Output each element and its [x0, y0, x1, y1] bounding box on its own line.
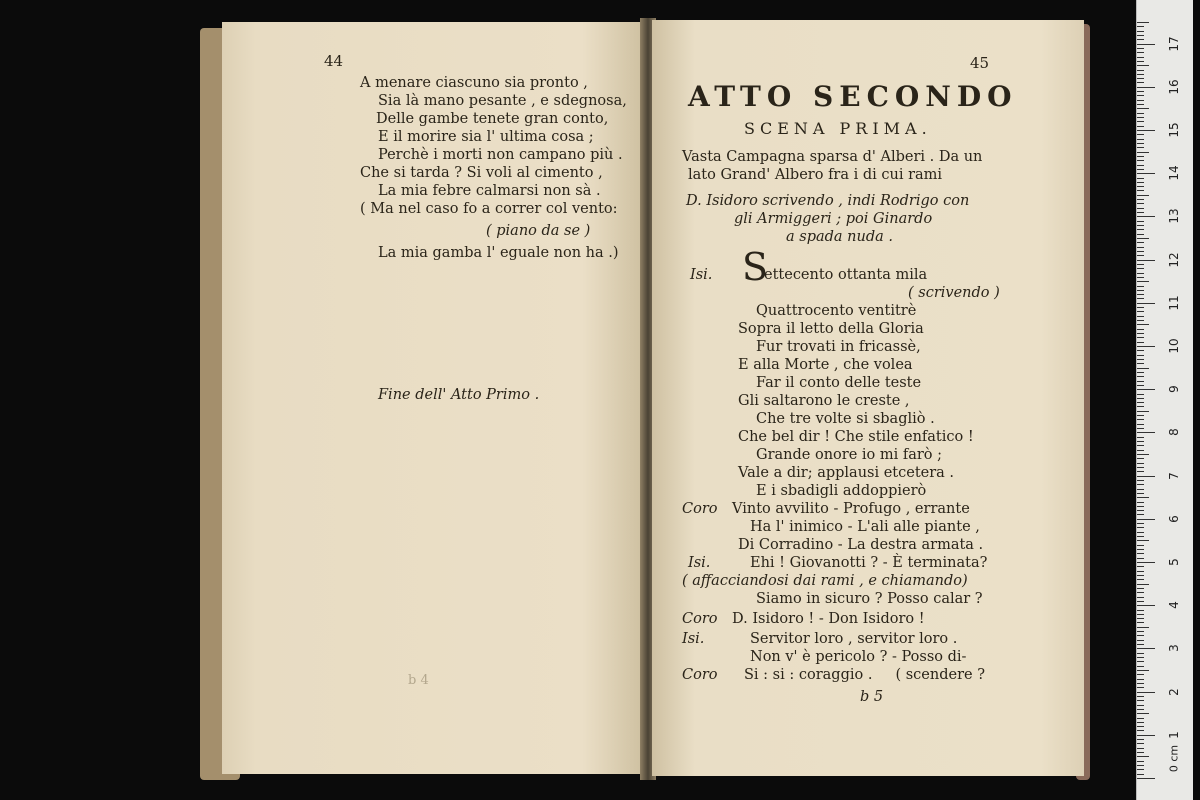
ruler-tick — [1137, 169, 1144, 170]
ruler-tick — [1137, 424, 1144, 425]
ruler-tick — [1137, 592, 1144, 593]
ruler-tick — [1137, 121, 1144, 122]
speaker-label: Isi. — [688, 555, 711, 571]
ruler-tick — [1137, 761, 1144, 762]
ruler-tick — [1137, 463, 1144, 464]
ruler-tick — [1137, 756, 1149, 757]
ruler-tick — [1137, 743, 1144, 744]
ruler-tick — [1137, 212, 1144, 213]
ruler-tick — [1137, 350, 1144, 351]
ruler-tick — [1137, 199, 1144, 200]
ruler-tick — [1137, 130, 1155, 131]
ruler-tick — [1137, 70, 1144, 71]
ruler-tick — [1137, 411, 1149, 412]
verse-line: A menare ciascuno sia pronto , — [360, 75, 588, 91]
ruler-tick — [1137, 48, 1144, 49]
ruler-tick — [1137, 648, 1155, 649]
ruler-tick — [1137, 307, 1144, 308]
dialogue-line: Fur trovati in fricassè, — [756, 339, 921, 355]
dialogue-line: E i sbadigli addoppierò — [756, 483, 927, 499]
ruler-tick — [1137, 173, 1155, 174]
ruler-tick — [1137, 432, 1155, 433]
stage-direction: ( affacciandosi dai rami , e chiamando) — [682, 573, 968, 589]
act-end-note: Fine dell' Atto Primo . — [378, 387, 540, 403]
ruler-tick — [1137, 91, 1144, 92]
ruler-tick — [1137, 31, 1144, 32]
ruler-tick — [1137, 286, 1144, 287]
ruler-tick — [1137, 160, 1144, 161]
speaker-label: Isi. — [690, 267, 713, 283]
scene-title: SCENA PRIMA. — [744, 119, 932, 138]
speaker-label: Coro — [682, 501, 718, 517]
ruler-tick — [1137, 709, 1144, 710]
ruler-tick — [1137, 152, 1149, 153]
ruler-number: 5 — [1167, 558, 1181, 566]
ruler-tick — [1137, 247, 1144, 248]
ruler-tick — [1137, 186, 1144, 187]
ruler-tick — [1137, 406, 1144, 407]
verse-line: La mia gamba l' eguale non ha .) — [378, 245, 619, 261]
ruler-tick — [1137, 545, 1144, 546]
ruler-tick — [1137, 190, 1144, 191]
ruler-tick — [1137, 778, 1155, 779]
dialogue-line: Non v' è pericolo ? - Posso di- — [750, 649, 967, 665]
ruler-tick — [1137, 692, 1155, 693]
ruler-tick — [1137, 722, 1144, 723]
speaker-label: Isi. — [682, 631, 705, 647]
dialogue-line: Vale a dir; applausi etcetera . — [738, 465, 955, 481]
dialogue-line: Che bel dir ! Che stile enfatico ! — [738, 429, 974, 445]
ruler-tick — [1137, 419, 1144, 420]
verse-line: La mia febre calmarsi non sà . — [378, 183, 601, 199]
ruler-tick — [1137, 519, 1155, 520]
ruler-tick — [1137, 52, 1144, 53]
ruler-tick — [1137, 143, 1144, 144]
ruler-tick — [1137, 584, 1149, 585]
ruler-tick — [1137, 100, 1144, 101]
ruler-tick — [1137, 471, 1144, 472]
ruler-tick — [1137, 558, 1144, 559]
ruler-number: 4 — [1167, 601, 1181, 610]
ruler-tick — [1137, 346, 1155, 347]
ruler-number: 13 — [1167, 208, 1181, 225]
left-page-number: 44 — [324, 52, 344, 70]
ruler-tick — [1137, 225, 1144, 226]
ruler-tick — [1137, 670, 1149, 671]
dialogue-line: Far il conto delle teste — [756, 375, 922, 391]
ruler-tick — [1137, 614, 1144, 615]
ruler-tick — [1137, 510, 1144, 511]
ruler-tick — [1137, 372, 1144, 373]
ruler-tick — [1137, 532, 1144, 533]
ruler-tick — [1137, 156, 1144, 157]
ruler-tick — [1137, 108, 1149, 109]
ruler-tick — [1137, 476, 1155, 477]
ruler-tick — [1137, 385, 1144, 386]
dialogue-line: E alla Morte , che volea — [738, 357, 913, 373]
dialogue-line: Siamo in sicuro ? Posso calar ? — [756, 591, 983, 607]
cast-line: gli Armiggeri ; poi Ginardo — [734, 211, 933, 227]
drop-cap: S — [742, 245, 769, 289]
dialogue-line: Vinto avvilito - Profugo , errante — [732, 501, 970, 517]
ruler-tick — [1137, 579, 1144, 580]
ruler-tick — [1137, 553, 1144, 554]
ruler-tick — [1137, 298, 1144, 299]
ruler-tick — [1137, 178, 1144, 179]
ruler-number: 3 — [1167, 644, 1181, 653]
ruler-tick — [1137, 126, 1144, 127]
stage-direction: ( piano da se ) — [486, 223, 591, 239]
ruler-tick — [1137, 527, 1144, 528]
ruler-tick — [1137, 696, 1144, 697]
ruler-tick — [1137, 355, 1144, 356]
ruler-tick — [1137, 389, 1155, 390]
ruler-tick — [1137, 290, 1144, 291]
ruler-number: 8 — [1167, 428, 1181, 437]
ruler-tick — [1137, 264, 1144, 265]
ruler-number: 9 — [1167, 385, 1181, 394]
ruler-tick — [1137, 324, 1149, 325]
ruler-tick — [1137, 368, 1149, 369]
ruler-tick — [1137, 683, 1144, 684]
left-footer-mark: b 4 — [408, 673, 429, 688]
ruler-tick — [1137, 726, 1144, 727]
ruler-tick — [1137, 208, 1144, 209]
ruler-tick — [1137, 700, 1144, 701]
ruler-tick — [1137, 562, 1155, 563]
ruler-tick — [1137, 571, 1144, 572]
dialogue-line: Grande onore io mi farò ; — [756, 447, 943, 463]
ruler-number: 7 — [1167, 471, 1181, 480]
ruler-tick — [1137, 713, 1149, 714]
ruler-tick — [1137, 113, 1144, 114]
ruler-tick — [1137, 622, 1144, 623]
ruler-tick — [1137, 605, 1155, 606]
ruler-tick — [1137, 333, 1144, 334]
ruler-tick — [1137, 294, 1144, 295]
ruler-tick — [1137, 748, 1144, 749]
ruler-tick — [1137, 61, 1144, 62]
ruler-tick — [1137, 644, 1144, 645]
ruler-tick — [1137, 774, 1144, 775]
ruler-number: 10 — [1167, 338, 1181, 354]
ruler-tick — [1137, 687, 1144, 688]
ruler-tick — [1137, 653, 1144, 654]
stage-direction: ( scrivendo ) — [908, 285, 1000, 301]
ruler-tick — [1137, 281, 1149, 282]
measurement-ruler — [1136, 0, 1193, 800]
ruler-tick — [1137, 74, 1144, 75]
ruler-tick — [1137, 39, 1144, 40]
act-title: ATTO SECONDO — [688, 80, 1018, 113]
setting-line: Vasta Campagna sparsa d' Alberi . Da un — [682, 149, 983, 165]
ruler-tick — [1137, 627, 1149, 628]
ruler-tick — [1137, 195, 1149, 196]
ruler-tick — [1137, 255, 1144, 256]
ruler-tick — [1137, 165, 1144, 166]
dialogue-line: Di Corradino - La destra armata . — [738, 537, 984, 553]
ruler-tick — [1137, 95, 1144, 96]
ruler-tick — [1137, 610, 1144, 611]
ruler-number: 1 — [1167, 730, 1181, 739]
ruler-tick — [1137, 311, 1144, 312]
ruler-number: 14 — [1167, 165, 1181, 181]
ruler-tick — [1137, 139, 1144, 140]
ruler-tick — [1137, 394, 1144, 395]
ruler-tick — [1137, 238, 1149, 239]
ruler-tick — [1137, 502, 1144, 503]
setting-line: lato Grand' Albero fra i di cui rami — [688, 167, 943, 183]
ruler-tick — [1137, 316, 1144, 317]
ruler-tick — [1137, 398, 1144, 399]
ruler-number: 11 — [1167, 295, 1181, 311]
ruler-number: 2 — [1167, 687, 1181, 696]
ruler-tick — [1137, 640, 1144, 641]
dialogue-line: Si : si : coraggio . ( scendere ? — [744, 667, 985, 683]
ruler-tick — [1137, 273, 1144, 274]
ruler-tick — [1137, 78, 1144, 79]
verse-line: Che si tarda ? Si voli al cimento , — [360, 165, 603, 181]
ruler-tick — [1137, 514, 1144, 515]
ruler-tick — [1137, 303, 1155, 304]
ruler-tick — [1137, 337, 1144, 338]
ruler-tick — [1137, 674, 1144, 675]
dialogue-line: ettecento ottanta mila — [764, 267, 928, 283]
ruler-tick — [1137, 575, 1144, 576]
ruler-tick — [1137, 35, 1144, 36]
ruler-tick — [1137, 536, 1144, 537]
ruler-tick — [1137, 381, 1144, 382]
dialogue-line: Ha l' inimico - L'ali alle piante , — [750, 519, 980, 535]
cast-line: a spada nuda . — [786, 229, 893, 245]
ruler-tick — [1137, 735, 1155, 736]
ruler-tick — [1137, 437, 1144, 438]
ruler-tick — [1137, 57, 1144, 58]
dialogue-line: Gli saltarono le creste , — [738, 393, 910, 409]
ruler-number: 16 — [1167, 79, 1181, 95]
ruler-tick — [1137, 147, 1144, 148]
dialogue-line: Quattrocento ventitrè — [756, 303, 917, 319]
ruler-tick — [1137, 480, 1144, 481]
ruler-tick — [1137, 635, 1144, 636]
ruler-tick — [1137, 467, 1144, 468]
ruler-tick — [1137, 376, 1144, 377]
dialogue-line: Ehi ! Giovanotti ? - È terminata? — [750, 555, 988, 571]
ruler-number: 17 — [1167, 35, 1181, 52]
ruler-tick — [1137, 441, 1144, 442]
ruler-tick — [1137, 769, 1144, 770]
verse-line: Delle gambe tenete gran conto, — [376, 111, 609, 127]
ruler-tick — [1137, 549, 1144, 550]
ruler-tick — [1137, 65, 1149, 66]
ruler-tick — [1137, 104, 1144, 105]
ruler-tick — [1137, 182, 1144, 183]
ruler-tick — [1137, 484, 1144, 485]
ruler-tick — [1137, 359, 1144, 360]
right-page-number: 45 — [970, 54, 990, 72]
ruler-tick — [1137, 363, 1144, 364]
speaker-label: Coro — [682, 667, 718, 683]
ruler-tick — [1137, 597, 1144, 598]
ruler-tick — [1137, 402, 1144, 403]
ruler-tick — [1137, 506, 1144, 507]
ruler-tick — [1137, 493, 1144, 494]
ruler-tick — [1137, 489, 1144, 490]
cast-line: D. Isidoro scrivendo , indi Rodrigo con — [686, 193, 970, 209]
ruler-tick — [1137, 82, 1144, 83]
verse-line: E il morire sia l' ultima cosa ; — [378, 129, 594, 145]
ruler-tick — [1137, 497, 1149, 498]
ruler-tick — [1137, 718, 1144, 719]
verse-line: Perchè i morti non campano più . — [378, 147, 623, 163]
dialogue-line: Che tre volte si sbagliò . — [756, 411, 935, 427]
ruler-tick — [1137, 730, 1144, 731]
ruler-tick — [1137, 329, 1144, 330]
ruler-tick — [1137, 134, 1144, 135]
ruler-number: 15 — [1167, 122, 1181, 138]
ruler-tick — [1137, 661, 1144, 662]
ruler-tick — [1137, 666, 1144, 667]
ruler-tick — [1137, 342, 1144, 343]
ruler-tick — [1137, 618, 1144, 619]
ruler-tick — [1137, 588, 1144, 589]
ruler-number: 6 — [1167, 514, 1181, 523]
dialogue-line: Servitor loro , servitor loro . — [750, 631, 958, 647]
ruler-tick — [1137, 320, 1144, 321]
right-footer-mark: b 5 — [860, 689, 884, 705]
ruler-unit-label: 0 cm — [1167, 744, 1181, 773]
left-page — [222, 22, 646, 774]
ruler-tick — [1137, 445, 1144, 446]
ruler-tick — [1137, 44, 1155, 45]
ruler-tick — [1137, 752, 1144, 753]
ruler-tick — [1137, 705, 1144, 706]
ruler-tick — [1137, 415, 1144, 416]
ruler-tick — [1137, 739, 1144, 740]
ruler-tick — [1137, 450, 1144, 451]
ruler-tick — [1137, 221, 1144, 222]
verse-line: ( Ma nel caso fo a correr col vento: — [360, 201, 618, 217]
ruler-tick — [1137, 765, 1144, 766]
ruler-tick — [1137, 523, 1144, 524]
ruler-tick — [1137, 234, 1144, 235]
ruler-tick — [1137, 242, 1144, 243]
ruler-tick — [1137, 268, 1144, 269]
right-page — [652, 20, 1084, 776]
ruler-tick — [1137, 22, 1149, 23]
ruler-tick — [1137, 601, 1144, 602]
ruler-tick — [1137, 566, 1144, 567]
ruler-tick — [1137, 26, 1144, 27]
ruler-tick — [1137, 203, 1144, 204]
ruler-tick — [1137, 454, 1149, 455]
ruler-tick — [1137, 631, 1144, 632]
ruler-tick — [1137, 260, 1155, 261]
ruler-tick — [1137, 458, 1144, 459]
ruler-tick — [1137, 251, 1144, 252]
ruler-tick — [1137, 229, 1144, 230]
ruler-tick — [1137, 87, 1155, 88]
ruler-tick — [1137, 428, 1144, 429]
ruler-tick — [1137, 216, 1155, 217]
ruler-tick — [1137, 540, 1149, 541]
ruler-tick — [1137, 679, 1144, 680]
dialogue-line: Sopra il letto della Gloria — [738, 321, 924, 337]
ruler-tick — [1137, 117, 1144, 118]
speaker-label: Coro — [682, 611, 718, 627]
ruler-tick — [1137, 277, 1144, 278]
ruler-number: 12 — [1167, 251, 1181, 268]
ruler-tick — [1137, 657, 1144, 658]
dialogue-line: D. Isidoro ! - Don Isidoro ! — [732, 611, 925, 627]
verse-line: Sia là mano pesante , e sdegnosa, — [378, 93, 627, 109]
